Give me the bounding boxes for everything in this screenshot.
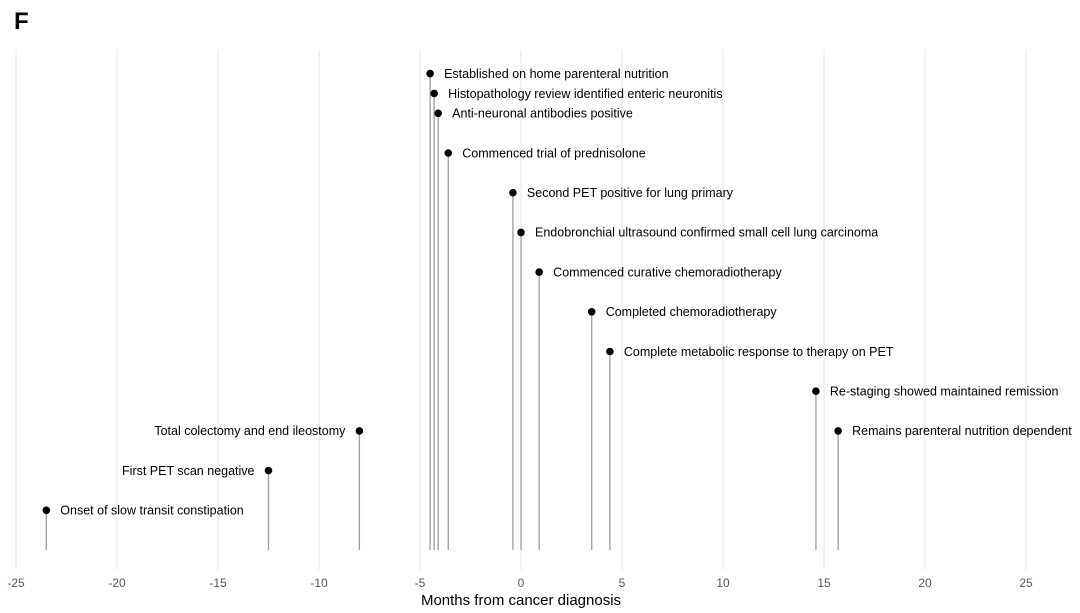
x-tick-label: 0 bbox=[517, 576, 525, 590]
event-point bbox=[509, 189, 517, 197]
x-tick-label: 5 bbox=[618, 576, 626, 590]
event-point bbox=[444, 149, 452, 157]
event-label: Remains parenteral nutrition dependent bbox=[852, 424, 1072, 439]
event-point bbox=[535, 268, 543, 276]
event-label: Re-staging showed maintained remission bbox=[829, 384, 1059, 399]
event-label: Commenced trial of prednisolone bbox=[462, 146, 646, 161]
x-tick-label: -15 bbox=[209, 576, 227, 590]
event-point bbox=[588, 308, 596, 316]
x-axis-title: Months from cancer diagnosis bbox=[420, 592, 622, 609]
x-tick-label: -20 bbox=[108, 576, 126, 590]
x-tick-label: -10 bbox=[310, 576, 328, 590]
event-labels bbox=[60, 67, 1072, 518]
event-label: Onset of slow transit constipation bbox=[60, 503, 244, 518]
event-point bbox=[834, 427, 842, 435]
event-label: Anti-neuronal antibodies positive bbox=[452, 106, 633, 121]
event-point bbox=[43, 507, 51, 515]
event-label: Endobronchial ultrasound confirmed small cell lung carcinoma bbox=[535, 225, 879, 240]
event-point bbox=[356, 427, 364, 435]
event-points bbox=[43, 70, 842, 514]
event-point bbox=[265, 467, 273, 475]
event-point bbox=[606, 348, 614, 356]
x-tick-label: -25 bbox=[7, 576, 25, 590]
event-label: Completed chemoradiotherapy bbox=[605, 305, 777, 320]
event-point bbox=[426, 70, 434, 78]
event-label: Histopathology review identified enteric neuronitis bbox=[448, 86, 723, 101]
event-point bbox=[517, 229, 525, 237]
event-label: Second PET positive for lung primary bbox=[526, 186, 734, 200]
event-point bbox=[434, 110, 442, 118]
x-tick-label: 15 bbox=[817, 576, 831, 590]
event-label: Commenced curative chemoradiotherapy bbox=[553, 265, 782, 280]
event-label: Complete metabolic response to therapy on PET bbox=[623, 344, 894, 359]
event-label: Established on home parenteral nutrition bbox=[444, 66, 669, 81]
x-tick-label: 25 bbox=[1019, 576, 1033, 590]
event-point bbox=[430, 90, 438, 98]
x-tick-label: 20 bbox=[918, 576, 932, 590]
x-tick-label: -5 bbox=[414, 576, 426, 590]
event-point bbox=[812, 387, 820, 395]
panel-label: F bbox=[14, 8, 29, 35]
x-tick-label: 10 bbox=[716, 576, 730, 590]
x-axis-ticks bbox=[7, 576, 1033, 590]
event-label: Total colectomy and end ileostomy bbox=[154, 424, 346, 439]
event-label: First PET scan negative bbox=[122, 463, 255, 478]
